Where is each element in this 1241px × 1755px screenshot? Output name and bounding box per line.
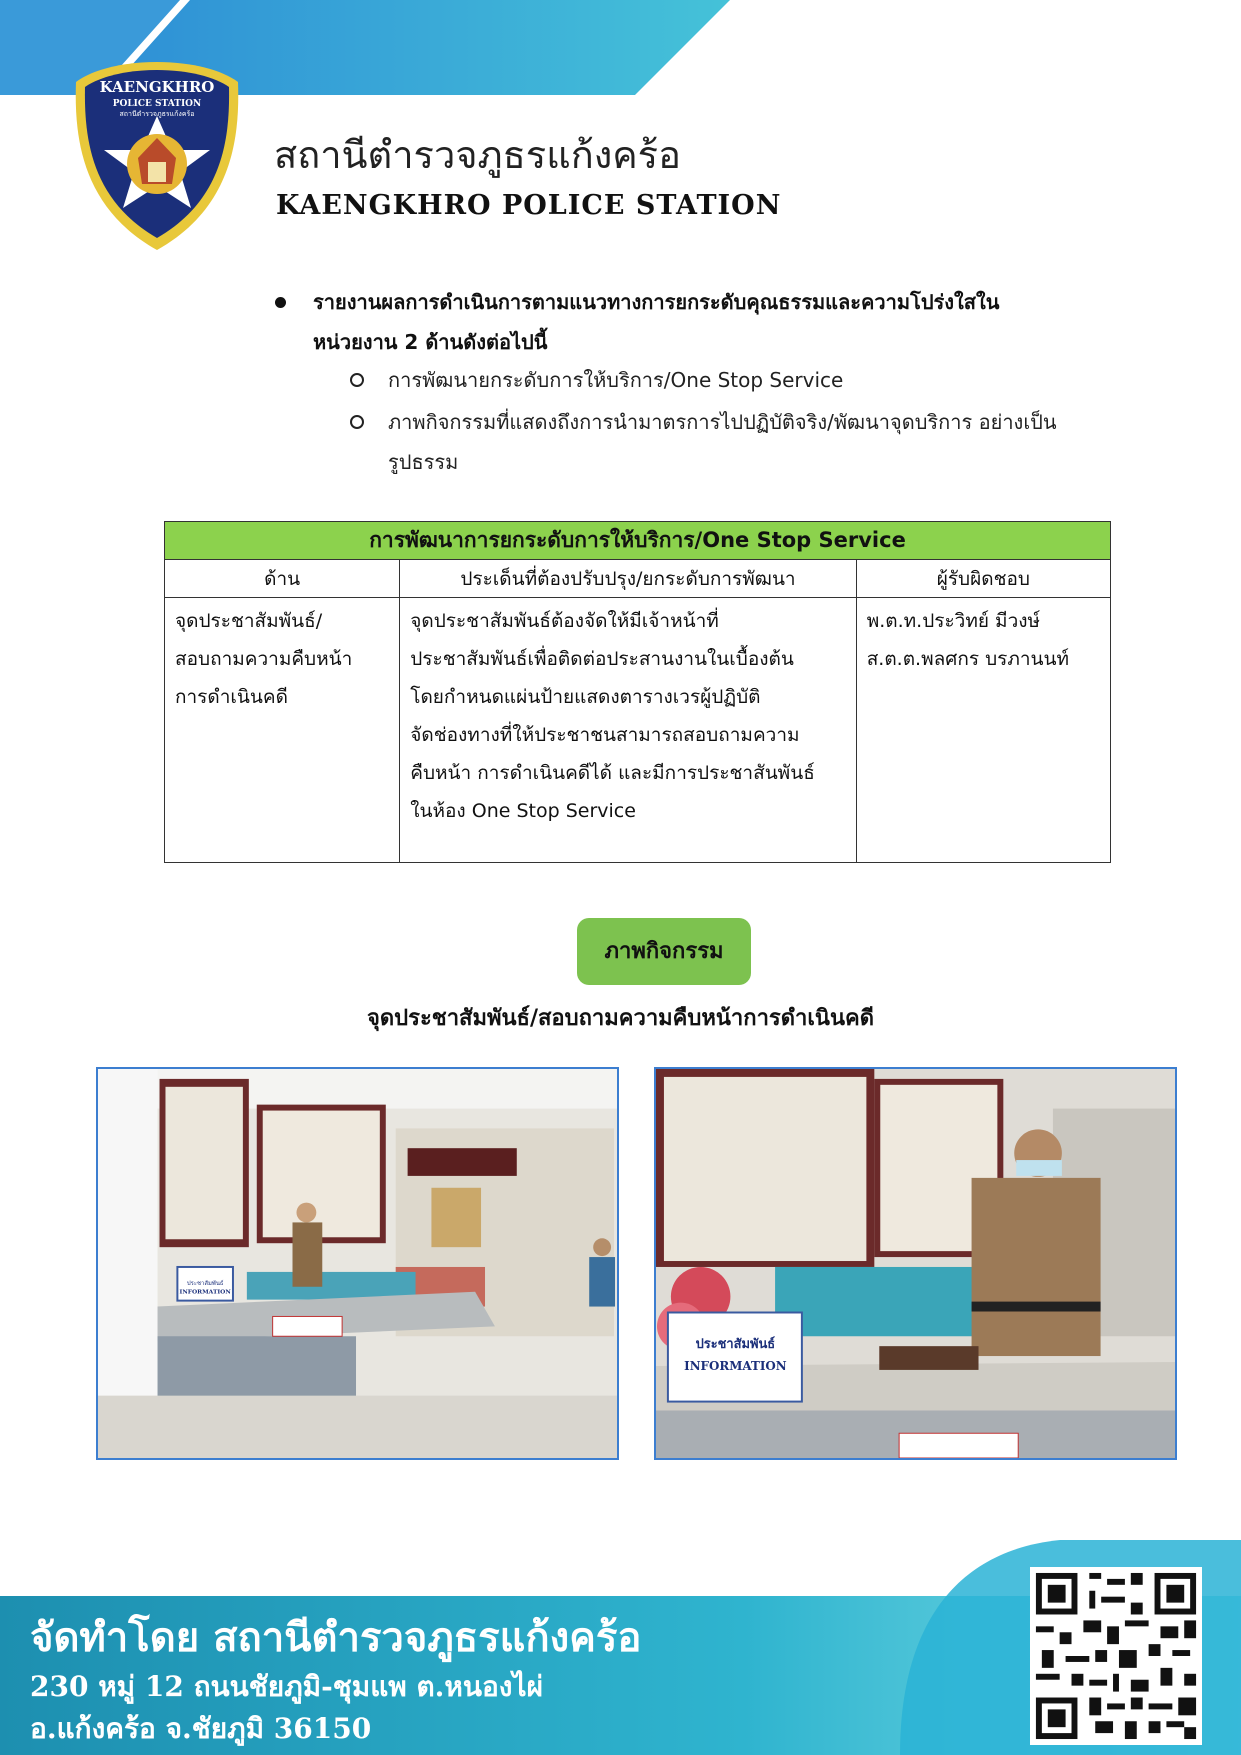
cell-line: สอบถามความคืบหน้า xyxy=(175,648,353,670)
activity-photo-closeup xyxy=(654,1067,1177,1460)
photo-sign-english: INFORMATION xyxy=(179,1288,231,1296)
sub-bullet-text-line-1: ภาพกิจกรรมที่แสดงถึงการนำมาตรการไปปฏิบัติจริง/พัฒนาจุดบริการ อย่างเป็น xyxy=(388,410,1057,434)
circle-bullet-icon xyxy=(350,373,364,387)
cell-line: คืบหน้า การดำเนินคดีได้ และมีการประชาสันพันธ์ xyxy=(410,762,815,784)
activity-photo-wide xyxy=(96,1067,619,1460)
cell-aspect xyxy=(165,598,400,863)
cell-line: จัดช่องทางที่ให้ประชาชนสามารถสอบถามความ xyxy=(410,724,800,746)
photo-sign-thai: ประชาสัมพันธ์ xyxy=(186,1279,224,1287)
cell-line: ในห้อง One Stop Service xyxy=(410,800,636,822)
footer-address-line-2: อ.แก้งคร้อ จ.ชัยภูมิ 36150 xyxy=(30,1712,372,1745)
sub-bullet-text: การพัฒนายกระดับการให้บริการ/One Stop Service xyxy=(388,368,844,392)
column-header-issue: ประเด็นที่ต้องปรับปรุง/ยกระดับการพัฒนา xyxy=(400,560,856,598)
sub-bullet-text-line-2: รูปธรรม xyxy=(388,450,459,474)
cell-line: จุดประชาสัมพันธ์ต้องจัดให้มีเจ้าหน้าที่ xyxy=(410,610,719,632)
logo-title: KAENGKHRO xyxy=(99,78,215,96)
report-bullet xyxy=(275,282,1095,362)
cell-line: ส.ต.ต.พลศกร บรภานนท์ xyxy=(866,648,1070,670)
footer-produced-by: จัดทำโดย สถานีตำรวจภูธรแก้งคร้อ xyxy=(30,1614,642,1661)
cell-issue xyxy=(400,598,856,863)
service-table xyxy=(164,521,1111,863)
photo-sign-thai: ประชาสัมพันธ์ xyxy=(695,1337,776,1353)
police-badge-logo xyxy=(72,58,242,254)
qr-code-icon[interactable] xyxy=(1030,1567,1202,1745)
table-row xyxy=(165,598,1111,863)
logo-subtitle: POLICE STATION xyxy=(112,99,202,109)
bullet-dot-icon xyxy=(275,297,286,308)
logo-thai-name: สถานีตำรวจภูธรแก้งคร้อ xyxy=(119,110,195,118)
cell-responsible xyxy=(856,598,1110,863)
cell-line: พ.ต.ท.ประวิทย์ มีวงษ์ xyxy=(866,610,1041,632)
column-header-responsible: ผู้รับผิดชอบ xyxy=(856,560,1110,598)
table-title: การพัฒนาการยกระดับการให้บริการ/One Stop Service xyxy=(165,522,1111,560)
report-bullet-line-2: หน่วยงาน 2 ด้านดังต่อไปนี้ xyxy=(313,330,548,354)
column-header-aspect: ด้าน xyxy=(165,560,400,598)
cell-line: โดยกำหนดแผ่นป้ายแสดงตารางเวรผู้ปฏิบัติ xyxy=(410,686,761,708)
page-title-english: KAENGKHRO POLICE STATION xyxy=(276,190,782,221)
activity-caption: จุดประชาสัมพันธ์/สอบถามความคืบหน้าการดำเนินคดี xyxy=(366,1006,874,1031)
report-bullet-line-1: รายงานผลการดำเนินการตามแนวทางการยกระดับคุณธรรมและความโปร่งใสใน xyxy=(313,290,1000,314)
circle-bullet-icon xyxy=(350,415,364,429)
sub-bullet-one-stop xyxy=(350,360,1090,400)
cell-line: การดำเนินคดี xyxy=(175,686,288,708)
activity-badge: ภาพกิจกรรม xyxy=(577,918,751,985)
cell-line: จุดประชาสัมพันธ์/ xyxy=(175,610,323,632)
sub-bullet-activity xyxy=(350,402,1090,482)
page-title-thai: สถานีตำรวจภูธรแก้งคร้อ xyxy=(274,133,681,177)
cell-line: ประชาสัมพันธ์เพื่อติดต่อประสานงานในเบื้องต้น xyxy=(410,648,794,670)
footer-address-line-1: 230 หมู่ 12 ถนนชัยภูมิ-ชุมแพ ต.หนองไผ่ xyxy=(30,1670,543,1703)
photo-sign-english: INFORMATION xyxy=(684,1358,787,1373)
